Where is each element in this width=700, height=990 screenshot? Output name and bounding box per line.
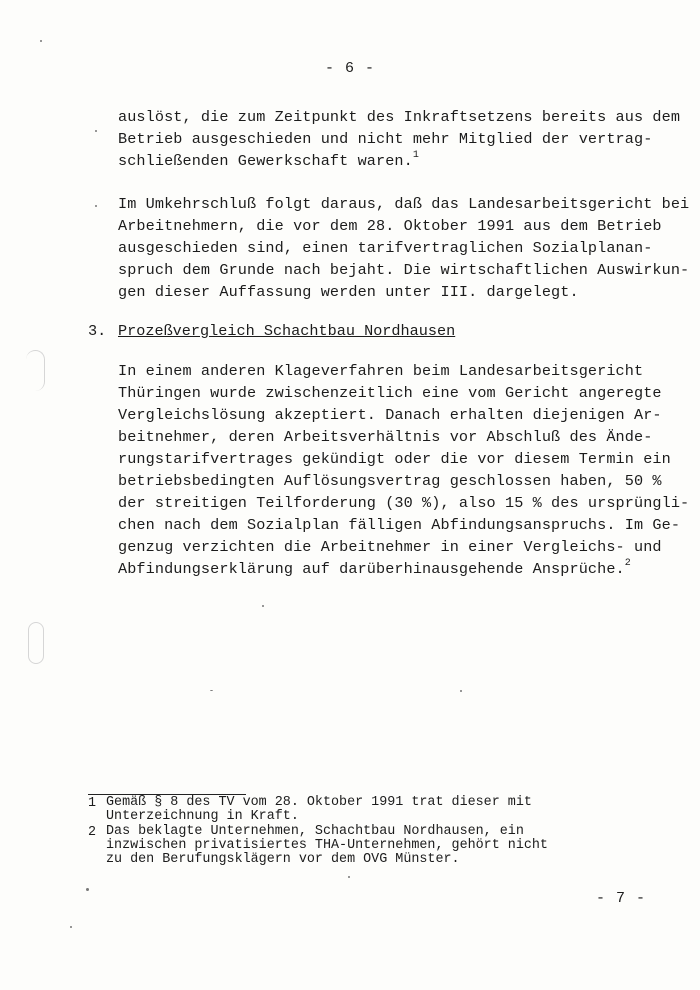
footnote-1-line: Unterzeichnung in Kraft. — [106, 809, 299, 824]
paragraph2-line: Im Umkehrschluß folgt daraus, daß das Landesarbeitsgericht bei — [118, 195, 690, 213]
footnote-2-line: zu den Berufungsklägern vor dem OVG Münster. — [106, 852, 460, 867]
footnote-2-mark: 2 — [88, 825, 97, 840]
paragraph3-line: rungstarifvertrages gekündigt oder die vor diesem Termin ein — [118, 450, 671, 468]
paragraph2-line: spruch dem Grunde nach bejaht. Die wirtschaftlichen Auswirkun- — [118, 261, 690, 279]
paragraph3-line-last — [118, 557, 631, 578]
footnote-1-line: Gemäß § 8 des TV vom 28. Oktober 1991 trat dieser mit — [106, 795, 532, 810]
paragraph3-line: Vergleichslösung akzeptiert. Danach erhalten diejenigen Ar- — [118, 406, 662, 424]
section-number: 3. — [88, 322, 107, 340]
paragraph3-line: beitnehmer, deren Arbeitsverhältnis vor Abschluß des Ände- — [118, 428, 653, 446]
footnote-1-mark: 1 — [88, 796, 97, 811]
scan-speck — [70, 926, 72, 928]
scan-artifact — [28, 622, 44, 664]
footnote-2-line: inzwischen privatisiertes THA-Unternehmen, gehört nicht — [106, 838, 548, 853]
scan-speck — [348, 876, 350, 878]
scan-speck — [210, 690, 213, 691]
paragraph1-line: Betrieb ausgeschieden und nicht mehr Mitglied der vertrag- — [118, 130, 653, 148]
paragraph3-line: der streitigen Teilforderung (30 %), also 15 % des ursprüngli- — [118, 494, 690, 512]
page-number-bottom: - 7 - — [596, 890, 647, 907]
footnote-2-line: Das beklagte Unternehmen, Schachtbau Nordhausen, ein — [106, 824, 524, 839]
footnote-ref-2: 2 — [624, 557, 631, 569]
footnote-ref-1: 1 — [412, 149, 419, 161]
paragraph3-line: chen nach dem Sozialplan fälligen Abfindungsanspruchs. Im Ge- — [118, 516, 681, 534]
paragraph2-line: Arbeitnehmern, die vor dem 28. Oktober 1991 aus dem Betrieb — [118, 217, 662, 235]
scan-speck — [40, 40, 42, 42]
scan-speck — [460, 690, 462, 692]
paragraph3-line: genzug verzichten die Arbeitnehmer in einer Vergleichs- und — [118, 538, 662, 556]
scan-speck — [95, 205, 97, 207]
scan-speck — [95, 130, 97, 132]
paragraph3-line: betriebsbedingten Auflösungsvertrag geschlossen haben, 50 % — [118, 472, 662, 490]
paragraph2-line: gen dieser Auffassung werden unter III. dargelegt. — [118, 283, 579, 301]
paragraph3-text: Abfindungserklärung auf darüberhinausgehende Ansprüche. — [118, 560, 625, 578]
paragraph3-line: In einem anderen Klageverfahren beim Landesarbeitsgericht — [118, 362, 644, 380]
paragraph3-line: Thüringen wurde zwischenzeitlich eine vom Gericht angeregte — [118, 384, 662, 402]
scan-speck — [86, 888, 89, 891]
scan-artifact — [26, 350, 45, 391]
paragraph1-line: auslöst, die zum Zeitpunkt des Inkraftsetzens bereits aus dem — [118, 108, 681, 126]
page-number-top: - 6 - — [324, 60, 375, 77]
paragraph2-line: ausgeschieden sind, einen tarifvertraglichen Sozialplanan- — [118, 239, 653, 257]
section-heading: Prozeßvergleich Schachtbau Nordhausen — [118, 322, 456, 340]
scan-speck — [262, 605, 264, 607]
paragraph1-line-last — [118, 149, 419, 170]
paragraph1-text: schließenden Gewerkschaft waren. — [118, 152, 413, 170]
